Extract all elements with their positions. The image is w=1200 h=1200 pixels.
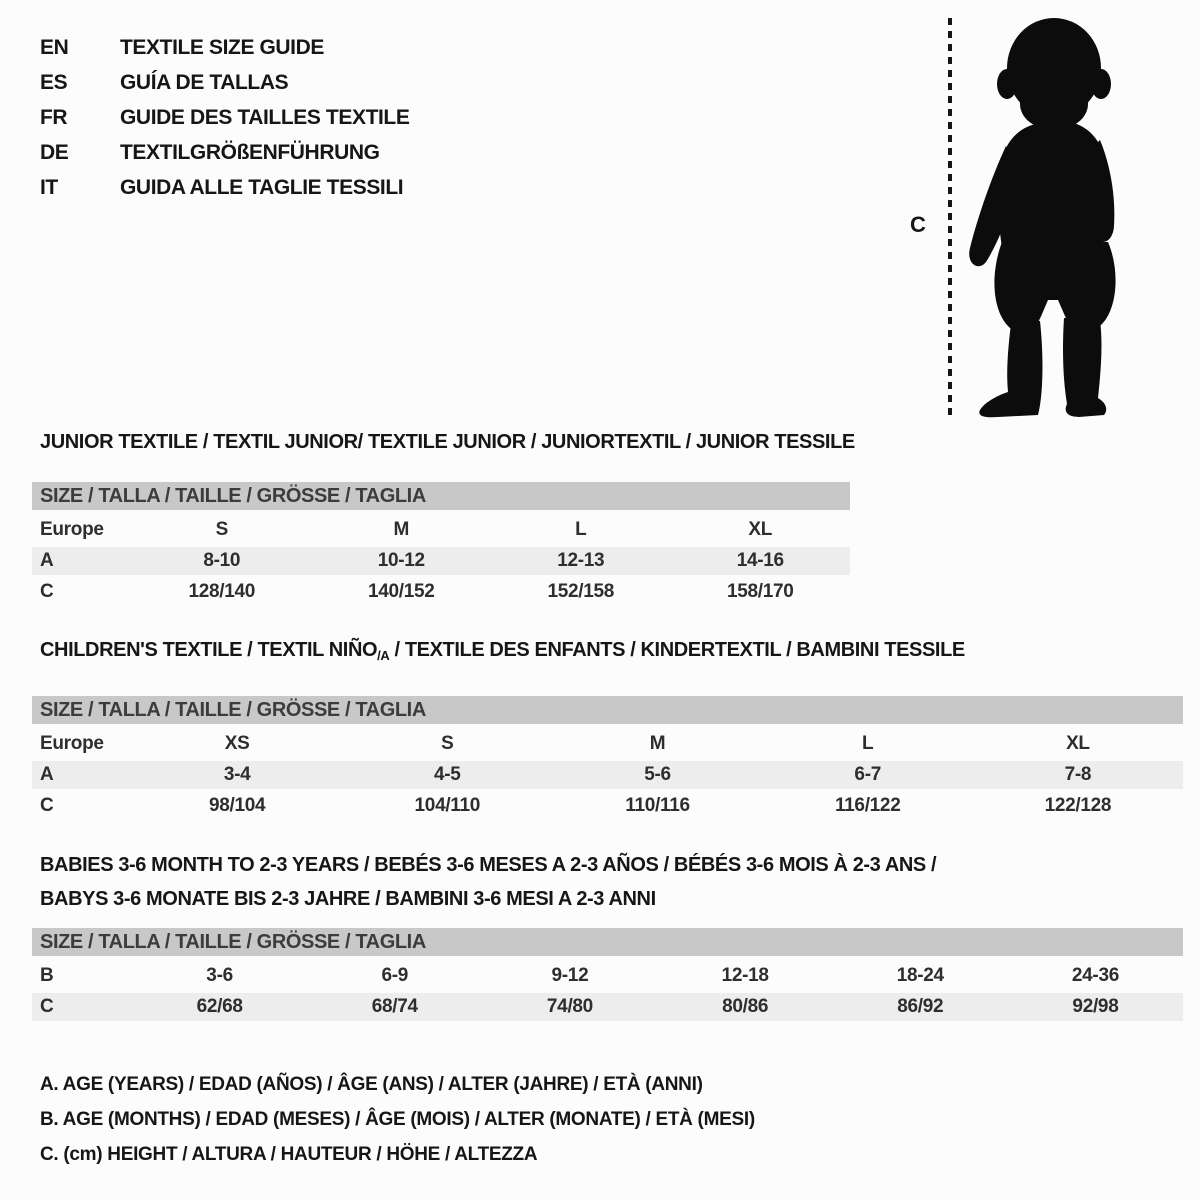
value-cell: 8-10 <box>203 550 241 571</box>
guide-title-es: GUÍA DE TALLAS <box>120 71 289 94</box>
language-code: EN <box>40 36 69 59</box>
table-row-height <box>32 578 850 606</box>
guide-title-it: GUIDA ALLE TAGLIE TESSILI <box>120 176 404 199</box>
babies-title-line1: BABIES 3-6 MONTH TO 2-3 YEARS / BEBÉS 3-6 MESES A 2-3 AÑOS / BÉBÉS 3-6 MOIS À 2-3 ANS / <box>40 854 937 876</box>
row-label: A <box>40 550 54 571</box>
children-title-sub: /A <box>377 648 390 663</box>
table-row-age <box>32 761 1183 789</box>
value-cell: 98/104 <box>208 795 266 816</box>
value-cell: 74/80 <box>546 996 593 1017</box>
babies-title-line2: BABYS 3-6 MONATE BIS 2-3 JAHRE / BAMBINI 3-6 MESI A 2-3 ANNI <box>40 888 656 910</box>
junior-section-title: JUNIOR TEXTILE / TEXTIL JUNIOR/ TEXTILE JUNIOR / JUNIORTEXTIL / JUNIOR TESSILE <box>40 431 855 453</box>
col-header-cell: XL <box>748 519 773 540</box>
value-cell: 92/98 <box>1072 996 1119 1017</box>
language-row-en <box>40 30 409 65</box>
children-title-post: / TEXTILE DES ENFANTS / KINDERTEXTIL / BAMBINI TESSILE <box>389 639 965 661</box>
legend-line-b: B. AGE (MONTHS) / EDAD (MESES) / ÂGE (MOIS) / ALTER (MONATE) / ETÀ (MESI) <box>40 1109 755 1130</box>
guide-title-de: TEXTILGRÖßENFÜHRUNG <box>120 141 380 164</box>
language-row-fr <box>40 100 409 135</box>
col-header-cell: XL <box>1066 733 1090 754</box>
table-row-europe <box>32 516 850 544</box>
col-header-cell: L <box>575 519 587 540</box>
legend-line-c: C. (cm) HEIGHT / ALTURA / HAUTEUR / HÖHE / ALTEZZA <box>40 1144 538 1165</box>
value-cell: 9-12 <box>551 965 589 986</box>
size-header-bar: SIZE / TALLA / TAILLE / GRÖSSE / TAGLIA <box>32 696 1183 724</box>
value-cell: 68/74 <box>371 996 418 1017</box>
value-cell: 158/170 <box>726 581 794 602</box>
row-label: Europe <box>40 519 104 540</box>
language-code: ES <box>40 71 68 94</box>
value-cell: 62/68 <box>196 996 243 1017</box>
value-cell: 104/110 <box>414 795 481 816</box>
table-row-height <box>32 792 1183 820</box>
guide-title-en: TEXTILE SIZE GUIDE <box>120 36 324 59</box>
table-row-months <box>32 962 1183 990</box>
babies-section-title <box>32 848 1183 916</box>
height-measure-dashed-line <box>948 18 952 416</box>
value-cell: 5-6 <box>644 764 671 785</box>
legend-line-a: A. AGE (YEARS) / EDAD (AÑOS) / ÂGE (ANS) / ALTER (JAHRE) / ETÀ (ANNI) <box>40 1074 703 1095</box>
table-row-height <box>32 993 1183 1021</box>
value-cell: 4-5 <box>434 764 461 785</box>
children-section-title <box>32 638 1183 668</box>
row-label: A <box>40 764 54 785</box>
size-header-bar: SIZE / TALLA / TAILLE / GRÖSSE / TAGLIA <box>32 928 1183 956</box>
language-code: DE <box>40 141 69 164</box>
value-cell: 6-9 <box>381 965 409 986</box>
measurement-legend <box>40 1067 755 1172</box>
table-row-age <box>32 547 850 575</box>
language-code: FR <box>40 106 68 129</box>
babies-textile-section <box>32 848 1183 1024</box>
language-row-de <box>40 135 409 170</box>
baby-silhouette-icon <box>962 16 1140 418</box>
col-header-cell: XS <box>224 733 250 754</box>
col-header-cell: M <box>649 733 666 754</box>
value-cell: 12-18 <box>721 965 769 986</box>
value-cell: 122/128 <box>1044 795 1112 816</box>
guide-title-fr: GUIDE DES TAILLES TEXTILE <box>120 106 410 129</box>
value-cell: 24-36 <box>1071 965 1119 986</box>
row-label: B <box>40 965 54 986</box>
col-header-cell: M <box>393 519 410 540</box>
size-header-bar: SIZE / TALLA / TAILLE / GRÖSSE / TAGLIA <box>32 482 850 510</box>
col-header-cell: L <box>862 733 874 754</box>
value-cell: 12-13 <box>557 550 605 571</box>
value-cell: 152/158 <box>547 581 615 602</box>
value-cell: 80/86 <box>722 996 769 1017</box>
junior-textile-section <box>32 430 855 609</box>
row-label: C <box>40 795 54 816</box>
value-cell: 116/122 <box>834 795 901 816</box>
value-cell: 86/92 <box>897 996 944 1017</box>
language-row-es <box>40 65 409 100</box>
language-row-it <box>40 170 409 205</box>
value-cell: 14-16 <box>736 550 784 571</box>
value-cell: 6-7 <box>854 764 881 785</box>
children-title-pre: CHILDREN'S TEXTILE / TEXTIL NIÑO <box>40 639 378 661</box>
value-cell: 10-12 <box>377 550 425 571</box>
children-textile-section <box>32 638 1183 823</box>
value-cell: 140/152 <box>367 581 435 602</box>
table-row-europe <box>32 730 1183 758</box>
row-label: Europe <box>40 733 104 754</box>
value-cell: 128/140 <box>188 581 256 602</box>
col-header-cell: S <box>441 733 454 754</box>
language-code: IT <box>40 176 58 199</box>
value-cell: 18-24 <box>896 965 944 986</box>
height-measure-label: C <box>910 212 926 237</box>
row-label: C <box>40 996 54 1017</box>
col-header-cell: S <box>215 519 228 540</box>
language-header <box>40 30 409 205</box>
value-cell: 3-6 <box>206 965 233 986</box>
row-label: C <box>40 581 54 602</box>
value-cell: 110/116 <box>625 795 690 816</box>
value-cell: 7-8 <box>1064 764 1092 785</box>
value-cell: 3-4 <box>223 764 251 785</box>
